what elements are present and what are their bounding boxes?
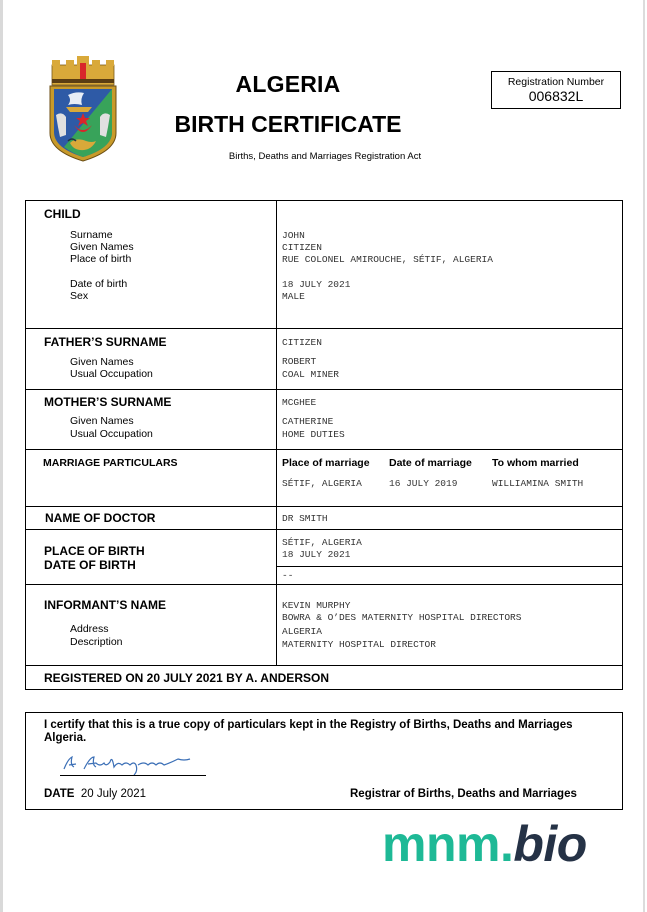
place-of-marriage-value: SÉTIF, ALGERIA	[282, 478, 362, 489]
surname-label: Surname	[70, 229, 113, 241]
child-surname-value: JOHN	[282, 230, 305, 241]
registration-number: 006832L	[528, 88, 584, 104]
algeria-coat-of-arms-icon	[46, 55, 120, 163]
date-value: 20 July 2021	[80, 788, 147, 800]
place-date-of-birth-row	[26, 529, 622, 584]
country-title: ALGERIA	[235, 71, 341, 97]
father-surname-value: CITIZEN	[282, 337, 322, 348]
informant-description-value: MATERNITY HOSPITAL DIRECTOR	[282, 639, 436, 650]
place-of-marriage-header: Place of marriage	[282, 457, 370, 469]
father-occupation-value: COAL MINER	[282, 369, 340, 380]
registration-number-box	[491, 71, 621, 109]
informant-heading: INFORMANT’S NAME	[44, 598, 166, 612]
child-place-of-birth-value: RUE COLONEL AMIROUCHE, SÉTIF, ALGERIA	[282, 254, 493, 265]
child-row	[26, 201, 622, 328]
watermark-part2: bio	[513, 816, 587, 872]
father-row	[26, 328, 622, 389]
date-of-birth-label: Date of birth	[70, 278, 128, 290]
signature-line	[60, 775, 206, 776]
informant-name-value: KEVIN MURPHY	[282, 600, 351, 611]
mother-given-names-value: CATHERINE	[282, 416, 334, 427]
marriage-row	[26, 449, 622, 506]
father-given-names-label: Given Names	[70, 356, 134, 368]
mother-given-names-label: Given Names	[70, 415, 134, 427]
page-edge	[643, 0, 645, 912]
informant-row	[26, 584, 622, 665]
mother-row	[26, 389, 622, 449]
description-label: Description	[70, 636, 123, 648]
registered-statement: REGISTERED ON 20 JULY 2021 BY A. ANDERSON	[44, 671, 329, 685]
registered-row	[26, 665, 622, 690]
doctor-heading: NAME OF DOCTOR	[45, 511, 156, 525]
divider	[276, 566, 622, 567]
to-whom-married-header: To whom married	[492, 457, 579, 469]
mother-surname-value: MCGHEE	[282, 397, 317, 408]
informant-address-line2: ALGERIA	[282, 626, 322, 637]
certification-date	[44, 788, 146, 800]
mother-occupation-value: HOME DUTIES	[282, 429, 345, 440]
birth-date-value: 18 JULY 2021	[282, 549, 351, 560]
mother-occupation-label: Usual Occupation	[70, 428, 153, 440]
registrar-title: Registrar of Births, Deaths and Marriages	[350, 788, 577, 800]
date-of-marriage-header: Date of marriage	[389, 457, 472, 469]
sex-label: Sex	[70, 290, 89, 302]
watermark-part1: mnm.	[382, 816, 514, 872]
document-title: BIRTH CERTIFICATE	[174, 111, 402, 137]
child-given-names-value: CITIZEN	[282, 242, 322, 253]
mother-heading: MOTHER’S SURNAME	[44, 395, 172, 409]
father-heading: FATHER’S SURNAME	[44, 335, 167, 349]
given-names-label: Given Names	[70, 241, 134, 253]
birth-extra-value: --	[282, 570, 294, 581]
registration-label: Registration Number	[507, 76, 605, 88]
address-label: Address	[70, 623, 109, 635]
certification-text: I certify that this is a true copy of particulars kept in the Registry of Births, Deaths and Marriages Algeria.	[44, 719, 573, 744]
informant-address-line1: BOWRA & O’DES MATERNITY HOSPITAL DIRECTORS	[282, 612, 522, 623]
particulars-table	[25, 200, 623, 690]
child-sex-value: MALE	[282, 291, 305, 302]
marriage-heading: MARRIAGE PARTICULARS	[43, 457, 178, 469]
birth-place-value: SÉTIF, ALGERIA	[282, 537, 362, 548]
date-label: DATE	[44, 788, 75, 800]
date-of-birth-heading: DATE OF BIRTH	[44, 558, 136, 572]
watermark-logo	[382, 815, 587, 873]
father-given-names-value: ROBERT	[282, 356, 317, 367]
date-of-marriage-value: 16 JULY 2019	[389, 478, 458, 489]
signature	[60, 749, 200, 777]
doctor-row	[26, 506, 622, 529]
place-of-birth-label: Place of birth	[70, 253, 132, 265]
page-edge	[0, 0, 3, 912]
act-subtitle: Births, Deaths and Marriages Registration Act	[228, 151, 422, 162]
father-occupation-label: Usual Occupation	[70, 368, 153, 380]
child-date-of-birth-value: 18 JULY 2021	[282, 279, 351, 290]
child-heading: CHILD	[44, 207, 81, 221]
doctor-value: DR SMITH	[282, 513, 328, 524]
place-of-birth-heading: PLACE OF BIRTH	[44, 544, 145, 558]
to-whom-married-value: WILLIAMINA SMITH	[492, 478, 584, 489]
certification-box	[25, 712, 623, 810]
